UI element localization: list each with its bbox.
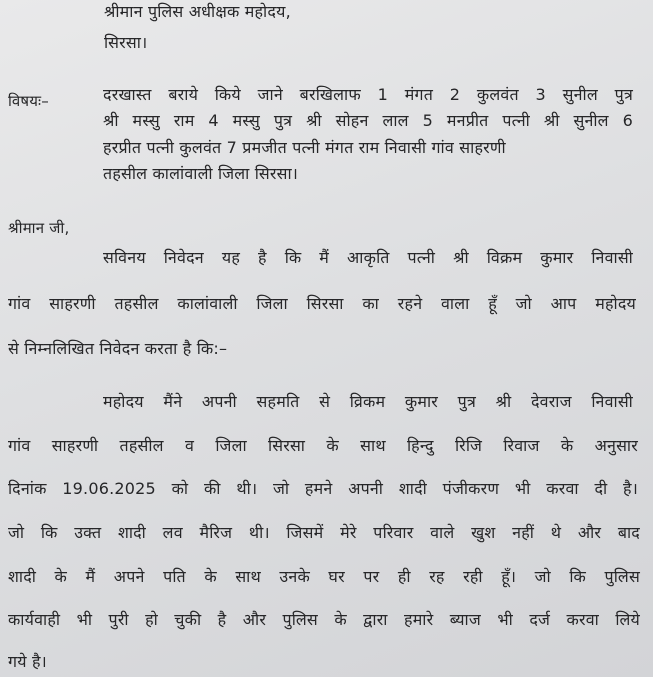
paragraph2-line-6: कार्यवाही भी पुरी हो चुकी है और पुलिस के द्वारा हमारे ब्याज भी दर्ज करवा लिये bbox=[8, 610, 640, 629]
subject-label: विषयः– bbox=[8, 92, 49, 110]
paragraph1-line-2: गांव साहरणी तहसील कालांवाली जिला सिरसा का रहने वाला हूँ जो आप महोदय bbox=[8, 294, 636, 313]
subject-line-4: तहसील कालांवाली जिला सिरसा। bbox=[103, 164, 299, 183]
salutation: श्रीमान जी, bbox=[8, 219, 70, 237]
paragraph2-line-1: महोदय मैंने अपनी सहमति से व्रिकम कुमार पुत्र श्री देवराज निवासी bbox=[103, 392, 633, 411]
subject-line-1: दरखास्त बराये किये जाने बरखिलाफ 1 मंगत 2 कुलवंत 3 सुनील पुत्र bbox=[103, 85, 633, 104]
paragraph2-line-5: शादी के मैं अपने पति के साथ उनके घर पर ही रह रही हूँ। जो कि पुलिस bbox=[8, 567, 640, 586]
address-line-1: श्रीमान पुलिस अधीक्षक महोदय, bbox=[104, 2, 291, 21]
paragraph1-line-3: से निम्नलिखित निवेदन करता है कि:– bbox=[8, 339, 228, 358]
paragraph2-line-7: गये है। bbox=[8, 652, 47, 671]
subject-line-3: हरप्रीत पत्नी कुलवंत 7 प्रमजीत पत्नी मंगत राम निवासी गांव साहरणी bbox=[103, 138, 506, 157]
paragraph2-line-4: जो कि उक्त शादी लव मैरिज थी। जिसमें मेरे परिवार वाले खुश नहीं थे और बाद bbox=[8, 523, 640, 542]
paragraph2-line-3: दिनांक 19.06.2025 को की थी। जो हमने अपनी शादी पंजीकरण भी करवा दी है। bbox=[8, 479, 638, 498]
paragraph2-line-2: गांव साहरणी तहसील व जिला सिरसा के साथ हिन्दु रिजि रिवाज के अनुसार bbox=[8, 436, 638, 455]
subject-line-2: श्री मस्सु राम 4 मस्सु पुत्र श्री सोहन लाल 5 मनप्रीत पत्नी श्री सुनील 6 bbox=[103, 111, 633, 130]
address-line-2: सिरसा। bbox=[104, 33, 148, 52]
paragraph1-line-1: सविनय निवेदन यह है कि मैं आकृति पत्नी श्री विक्रम कुमार निवासी bbox=[103, 248, 633, 267]
